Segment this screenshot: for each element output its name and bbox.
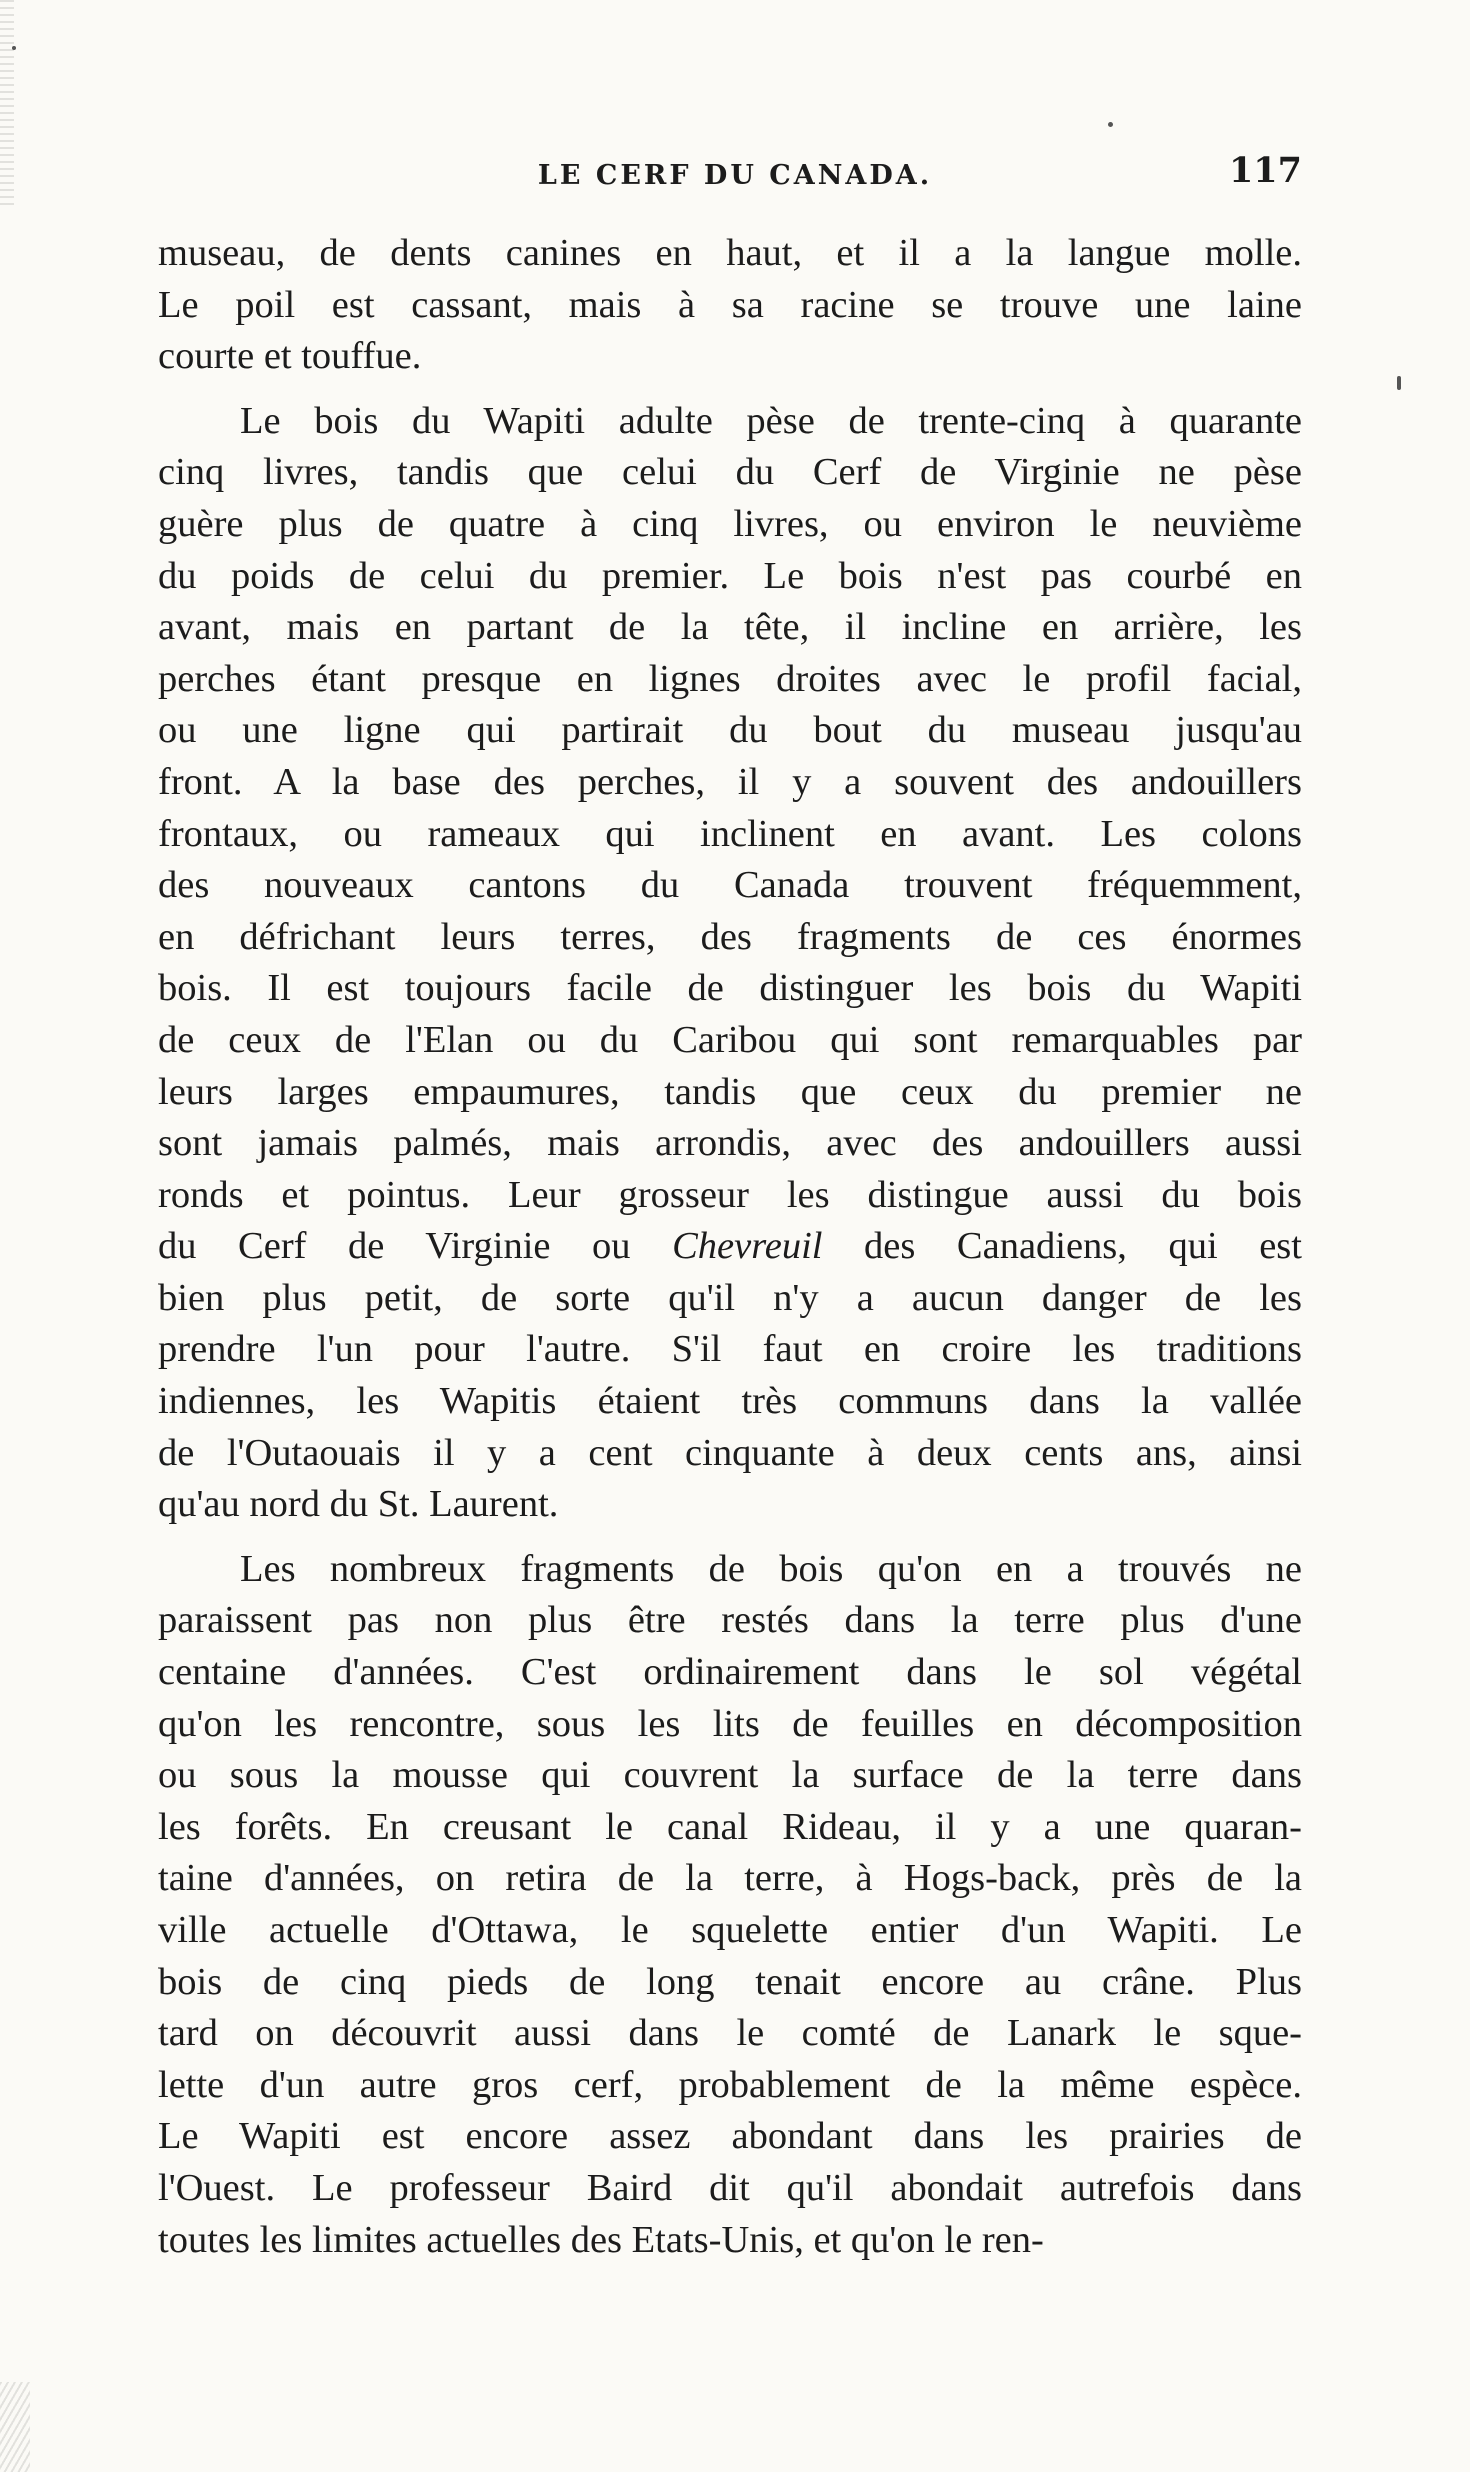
text-line: avant, mais en partant de la tête, il incline en arrière, les: [158, 606, 1302, 649]
text-line: toutes les limites actuelles des Etats-Unis, et qu'on le ren-: [158, 2218, 1044, 2261]
text-line: Les nombreux fragments de bois qu'on en a trouvés ne: [240, 1547, 1302, 1590]
text-line: museau, de dents canines en haut, et il a la langue molle.: [158, 232, 1302, 274]
text-line: courte et touffue.: [158, 335, 422, 378]
text-line: bois de cinq pieds de long tenait encore au crâne. Plus: [158, 1960, 1302, 2003]
page-header: [0, 150, 1470, 200]
ink-speck: [1108, 122, 1113, 127]
ink-speck: [1397, 376, 1401, 390]
text-line: bois. Il est toujours facile de distinguer les bois du Wapiti: [158, 967, 1302, 1010]
text-line: de ceux de l'Elan ou du Caribou qui sont remarquables par: [158, 1018, 1302, 1061]
text-line: front. A la base des perches, il y a souvent des andouillers: [158, 760, 1302, 803]
text-line: l'Ouest. Le professeur Baird dit qu'il abondait autrefois dans: [158, 2166, 1302, 2209]
text-line: taine d'années, on retira de la terre, à Hogs-back, près de la: [158, 1857, 1302, 1900]
text-line: ronds et pointus. Leur grosseur les distingue aussi du bois: [158, 1173, 1302, 1216]
text-line: bien plus petit, de sorte qu'il n'y a aucun danger de les: [158, 1276, 1302, 1319]
ink-speck: [12, 46, 16, 50]
text-line: paraissent pas non plus être restés dans la terre plus d'une: [158, 1599, 1302, 1642]
text-line: ville actuelle d'Ottawa, le squelette entier d'un Wapiti. Le: [158, 1909, 1302, 1951]
text-line: centaine d'années. C'est ordinairement dans le sol végétal: [158, 1651, 1302, 1694]
text-line: en défrichant leurs terres, des fragments de ces énormes: [158, 915, 1302, 958]
running-title: LE CERF DU CANADA.: [537, 160, 933, 191]
text-line: qu'au nord du St. Laurent.: [158, 1483, 559, 1526]
text-line: Le Wapiti est encore assez abondant dans les prairies de: [158, 2115, 1302, 2158]
page-number: 117: [1228, 150, 1302, 191]
text-line: les forêts. En creusant le canal Rideau, il y a une quaran-: [158, 1805, 1302, 1848]
text-line: cinq livres, tandis que celui du Cerf de Virginie ne pèse: [158, 451, 1302, 494]
text-line: Le poil est cassant, mais à sa racine se trouve une laine: [158, 283, 1302, 326]
text-line: du poids de celui du premier. Le bois n'est pas courbé en: [158, 554, 1302, 597]
page-edge-noise-bottom: [0, 2382, 30, 2472]
text-line: tard on découvrit aussi dans le comté de Lanark le sque-: [158, 2012, 1302, 2055]
text-line: leurs larges empaumures, tandis que ceux du premier ne: [158, 1070, 1302, 1113]
body-text: [158, 228, 1302, 2266]
text-line: des nouveaux cantons du Canada trouvent fréquemment,: [158, 864, 1302, 907]
text-line: ou une ligne qui partirait du bout du museau jusqu'au: [158, 709, 1302, 752]
text-line: Le bois du Wapiti adulte pèse de trente-cinq à quarante: [240, 399, 1302, 442]
text-line: guère plus de quatre à cinq livres, ou environ le neuvième: [158, 502, 1302, 545]
text-line: indiennes, les Wapitis étaient très communs dans la vallée: [158, 1380, 1302, 1423]
text-line: frontaux, ou rameaux qui inclinent en avant. Les colons: [158, 812, 1302, 855]
italic-term: Chevreuil: [672, 1225, 823, 1268]
text-line: qu'on les rencontre, sous les lits de feuilles en décomposition: [158, 1702, 1302, 1745]
text-line: prendre l'un pour l'autre. S'il faut en croire les traditions: [158, 1328, 1302, 1371]
text-line: de l'Outaouais il y a cent cinquante à deux cents ans, ainsi: [158, 1431, 1302, 1474]
text-line: lette d'un autre gros cerf, probablement de la même espèce.: [158, 2063, 1302, 2106]
text-line: sont jamais palmés, mais arrondis, avec des andouillers aussi: [158, 1122, 1302, 1165]
paragraph: [158, 396, 1302, 1531]
text-line: perches étant presque en lignes droites avec le profil facial,: [158, 657, 1302, 700]
text-line: du Cerf de Virginie ou Chevreuil des Canadiens, qui est: [158, 1225, 1302, 1268]
text-line: ou sous la mousse qui couvrent la surface de la terre dans: [158, 1754, 1302, 1797]
paragraph: [158, 1544, 1302, 2266]
paragraph: [158, 228, 1302, 383]
